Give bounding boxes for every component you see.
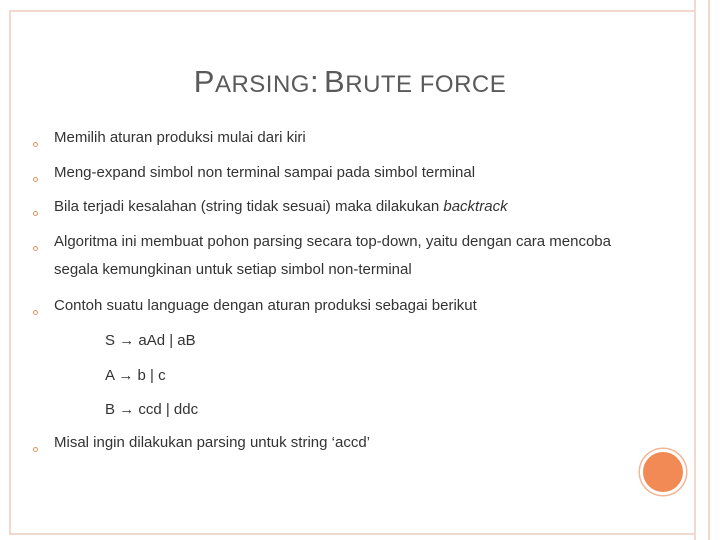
arrow-icon: →: [119, 401, 135, 418]
title-colon: :: [309, 64, 320, 99]
bullet-text: [54, 198, 508, 216]
bullet-icon: [33, 447, 38, 452]
decorative-circle: [640, 449, 686, 495]
edge-line-right: [708, 0, 710, 540]
slide-title: [0, 64, 700, 100]
title-rest-1: ARSING: [214, 71, 310, 98]
bullet-icon: [33, 142, 38, 147]
bullet-text: Misal ingin dilakukan parsing untuk string ‘accd’: [54, 434, 370, 451]
rule-lhs: B: [105, 401, 116, 418]
rule-lhs: A: [105, 367, 115, 384]
bullet-icon: [33, 177, 38, 182]
title-initial-1: P: [193, 64, 215, 99]
rule-rhs: ccd | ddc: [138, 401, 199, 418]
rule-rhs: aAd | aB: [138, 332, 196, 349]
bullet-icon: [33, 246, 38, 251]
production-rule: [105, 332, 196, 350]
title-initial-2: B: [324, 64, 346, 99]
bullet-icon: [33, 211, 38, 216]
production-rule: [105, 367, 166, 385]
arrow-icon: →: [119, 332, 135, 349]
production-rule: [105, 401, 198, 419]
title-rest-2: RUTE FORCE: [345, 71, 507, 98]
bullet-text: Contoh suatu language dengan aturan produksi sebagai berikut: [54, 297, 477, 314]
arrow-icon: →: [118, 367, 134, 384]
bullet-text: Algoritma ini membuat pohon parsing secara top-down, yaitu dengan cara mencoba: [54, 233, 611, 250]
bullet-text: Meng-expand simbol non terminal sampai pada simbol terminal: [54, 164, 476, 181]
bullet-text: Memilih aturan produksi mulai dari kiri: [54, 129, 306, 146]
rule-lhs: S: [105, 332, 116, 349]
bullet-icon: [33, 310, 38, 315]
bullet-text-italic: backtrack: [443, 198, 508, 215]
bullet-text-continuation: segala kemungkinan untuk setiap simbol non-terminal: [54, 261, 412, 278]
bullet-text-plain: Bila terjadi kesalahan (string tidak sesuai) maka dilakukan: [54, 198, 444, 215]
rule-rhs: b | c: [137, 367, 166, 384]
